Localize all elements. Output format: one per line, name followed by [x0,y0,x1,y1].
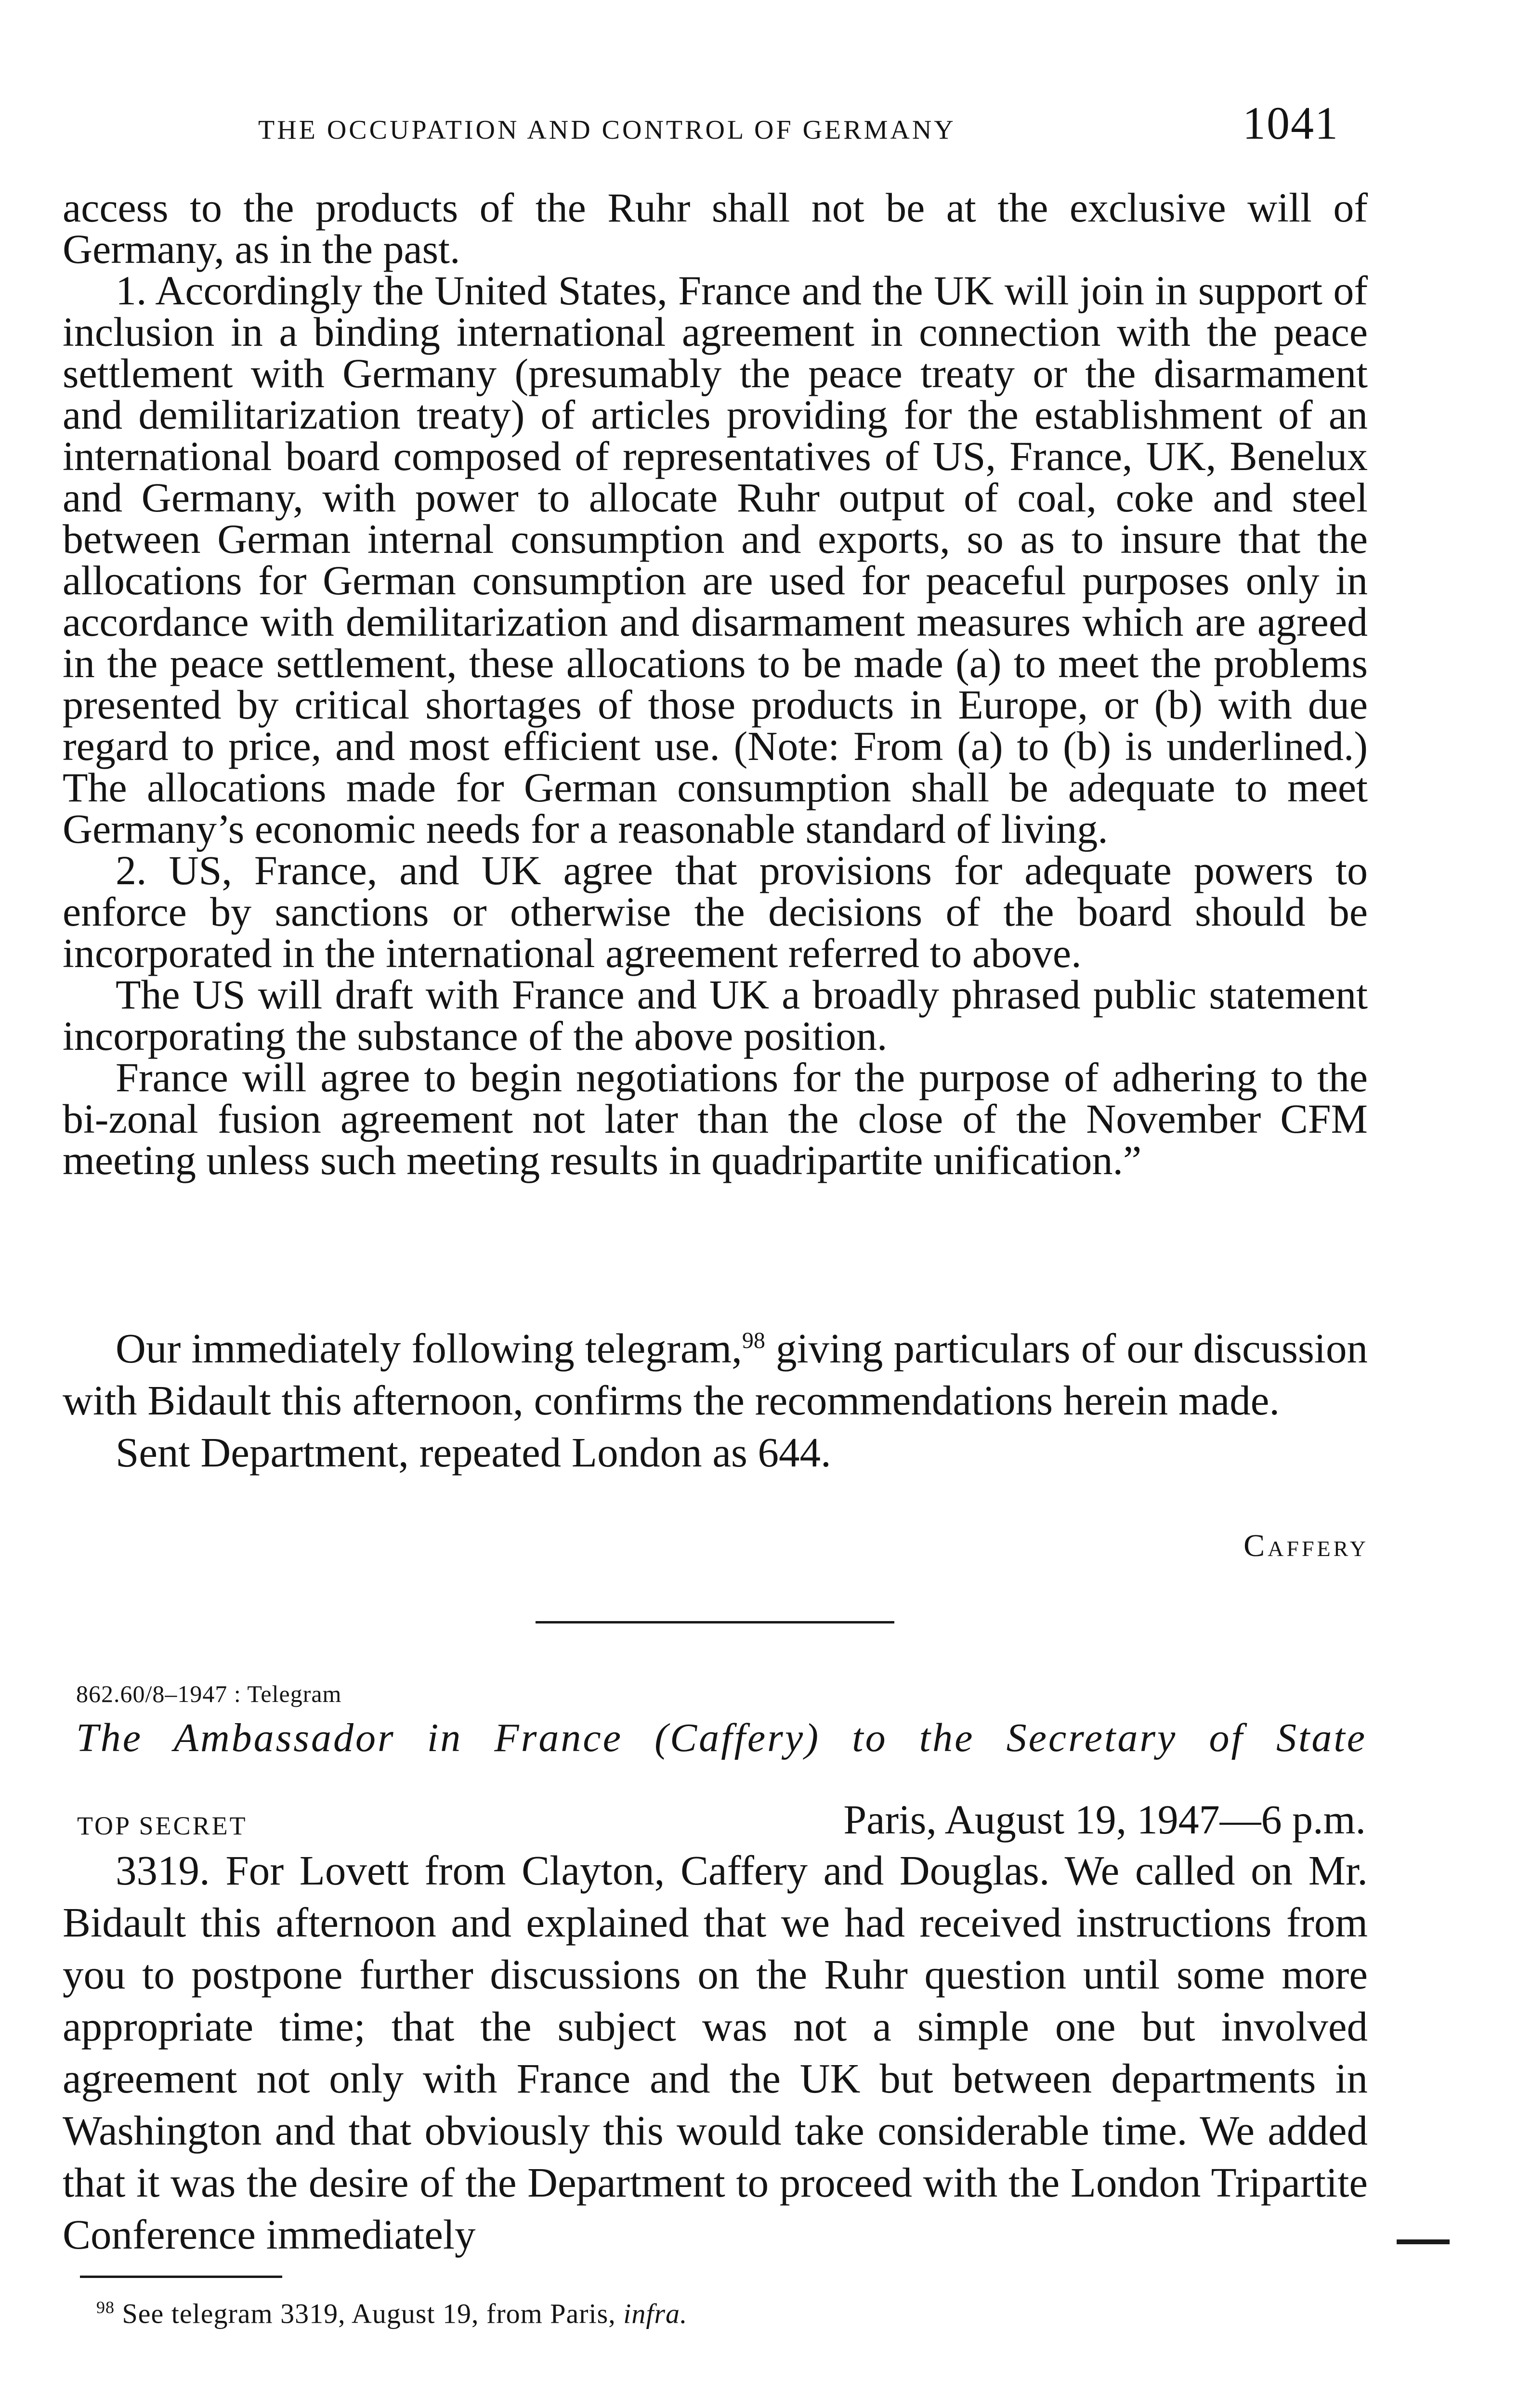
footnote [96,2297,688,2329]
point-2-paragraph: 2. US, France, and UK agree that provisions for adequate powers to enforce by sanctions or otherwise the decisions of the board should be incorporated in the international agreement referred to above. [63,847,1368,976]
footnote-reference: 98 [742,1328,765,1353]
quoted-agreement [63,184,1368,1183]
margin-dash-mark [1397,2239,1450,2244]
telegram-3319-paragraph: 3319. For Lovett from Clayton, Caffery and Douglas. We called on Mr. Bidault this afternoon and explained that we had received instructions from you to postpone further discussions on the Ruhr question until some more appropriate time; that the subject was not a simple one but involved agreement not only with France and the UK but between departments in Washington and that obviously this would take considerable time. We added that it was the desire of the Department to proceed with the London Tripartite Conference immediately [63,1847,1368,2258]
telegram-paragraph [63,1315,1368,1426]
closing-paragraphs [63,1315,1368,1479]
point-1-paragraph: 1. Accordingly the United States, France and the UK will join in support of inclusion in a binding international agreement in connection with the peace settlement with Germany (presumably the peace treaty or the disarmament and demilitarization treaty) of articles providing for the establishment of an international board composed of representatives of US, France, UK, Benelux and Germany, with power to allocate Ruhr output of coal, coke and steel between German internal consumption and exports, so as to insure that the allocations for German consumption are used for peaceful purposes only in accordance with demilitarization and disarmament measures which are agreed in the peace settlement, these allocations to be made (a) to meet the problems presented by critical shortages of those products in Europe, or (b) with due regard to price, and most efficient use. (Note: From (a) to (b) is underlined.) The allocations made for German consumption shall be adequate to meet Germany’s economic needs for a reasonable standard of living. [63,267,1368,852]
continuation-paragraph: access to the products of the Ruhr shall not be at the exclusive will of Germany, as in the past. [63,184,1368,272]
footnote-rule [80,2276,282,2278]
file-reference: 862.60/8–1947 : Telegram [76,1680,342,1707]
document-title: The Ambassador in France (Caffery) to the Secretary of State [76,1715,1367,1760]
running-head: THE OCCUPATION AND CONTROL OF GERMANY [258,115,956,145]
sent-line: Sent Department, repeated London as 644. [116,1429,831,1476]
signature: Caffery [1243,1528,1369,1563]
dateline: Paris, August 19, 1947—6 p.m. [843,1796,1366,1843]
classification-label: TOP SECRET [77,1811,248,1840]
public-statement-paragraph: The US will draft with France and UK a broadly phrased public statement incorporating the substance of the above position. [63,971,1368,1059]
section-divider [536,1621,894,1623]
footnote-italic: infra. [623,2298,688,2329]
telegram-text-before: Our immediately following telegram, [116,1325,742,1372]
telegram-body [63,1845,1368,2261]
page-number: 1041 [1243,97,1339,149]
footnote-number: 98 [96,2298,115,2317]
footnote-text: See telegram 3319, August 19, from Paris, [115,2298,624,2329]
bizonal-paragraph: France will agree to begin negotiations for the purpose of adhering to the bi-zonal fusion agreement not later than the close of the November CFM meeting unless such meeting results in quadripartite unification.” [63,1054,1368,1183]
telegram-text-after: giving particulars of our discussion with Bidault this afternoon, confirms the recommendations herein made. [63,1325,1368,1424]
